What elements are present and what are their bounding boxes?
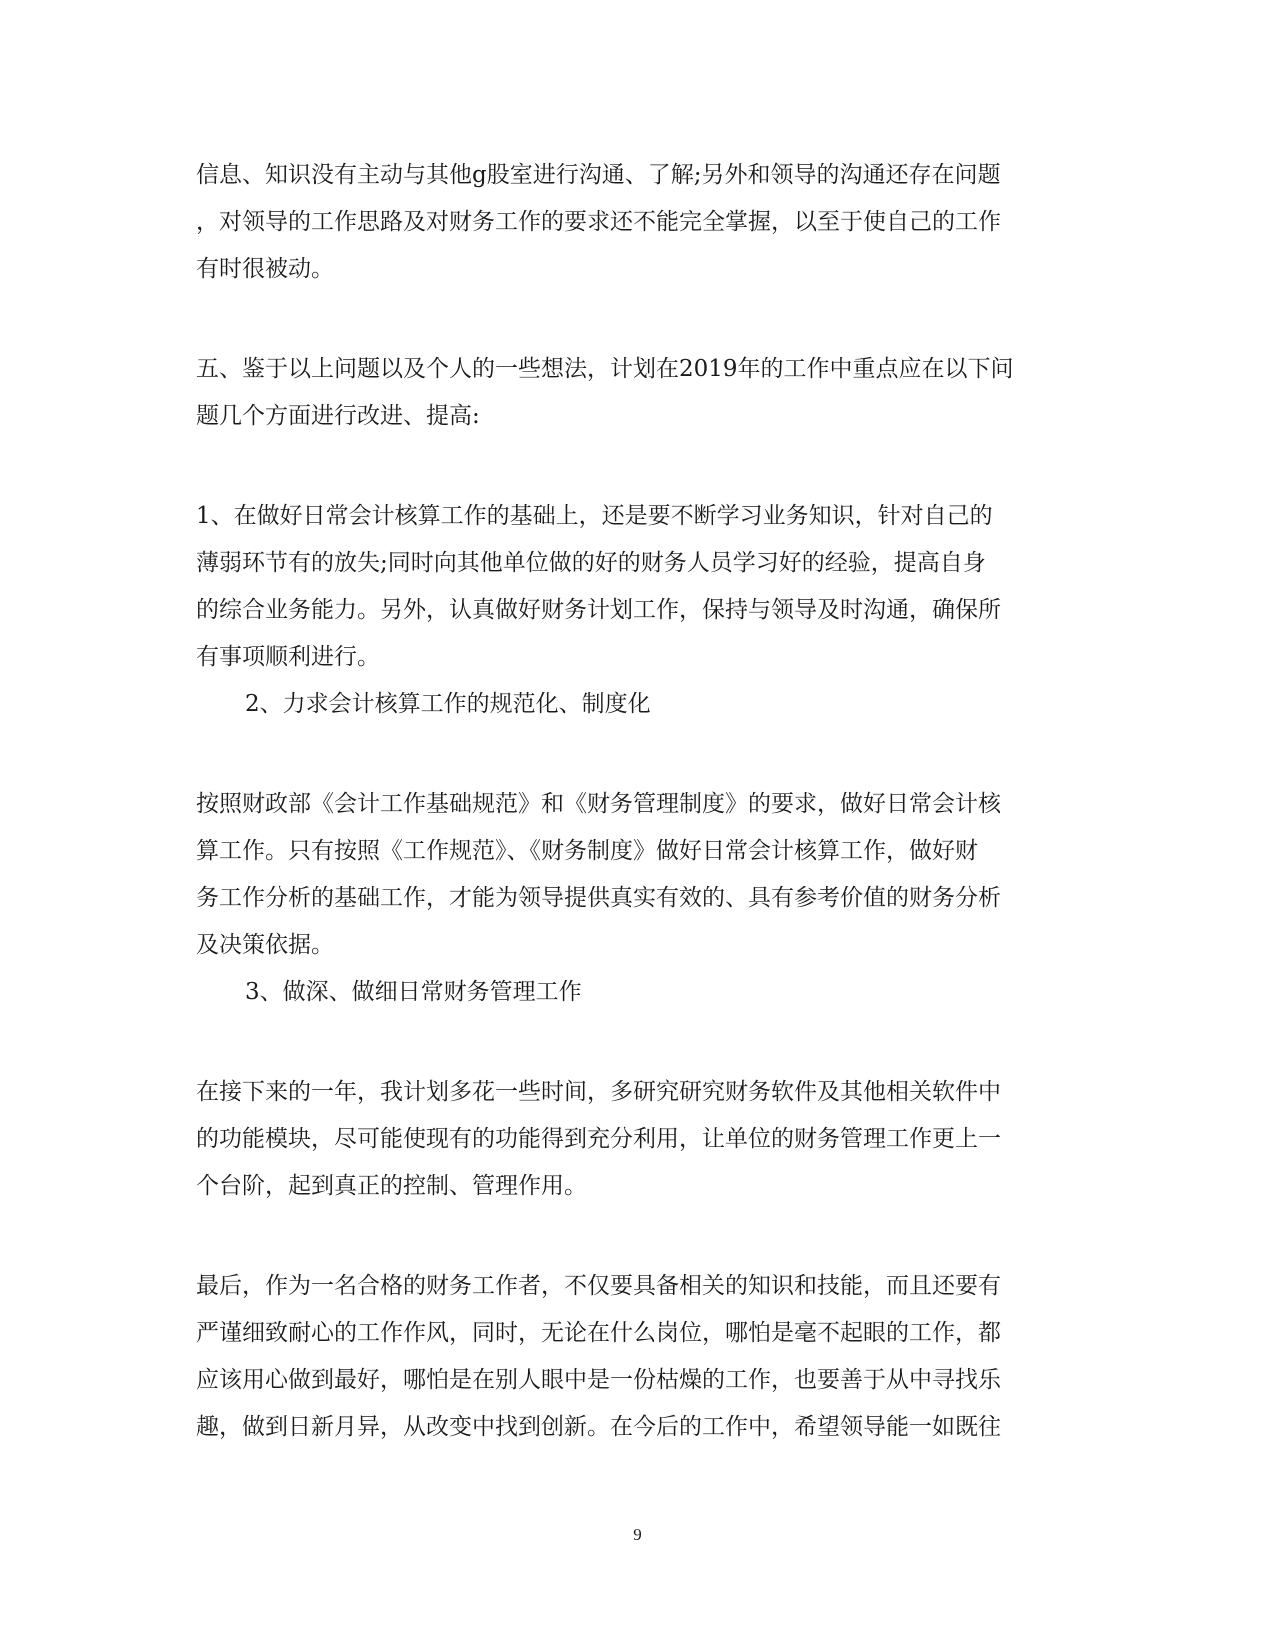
paragraph-4-line-3: 务工作分析的基础工作，才能为领导提供真实有效的、具有参考价值的财务分析	[196, 885, 1001, 911]
paragraph-1-line-1: 信息、知识没有主动与其他g股室进行沟通、了解;另外和领导的沟通还存在问题	[196, 162, 1001, 188]
paragraph-5-line-2: 的功能模块，尽可能使现有的功能得到充分利用，让单位的财务管理工作更上一	[196, 1126, 1001, 1152]
paragraph-6-line-2: 严谨细致耐心的工作作风，同时，无论在什么岗位，哪怕是毫不起眼的工作，都	[196, 1320, 1001, 1346]
paragraph-3-line-1: 1、在做好日常会计核算工作的基础上，还是要不断学习业务知识，针对自己的	[196, 503, 993, 529]
paragraph-4-line-1: 按照财政部《会计工作基础规范》和《财务管理制度》的要求，做好日常会计核	[196, 791, 1001, 817]
paragraph-5-line-1: 在接下来的一年，我计划多花一些时间，多研究研究财务软件及其他相关软件中	[196, 1079, 1001, 1105]
paragraph-4-line-2: 算工作。只有按照《工作规范》、《财务制度》做好日常会计核算工作，做好财	[196, 838, 978, 864]
paragraph-6-line-1: 最后，作为一名合格的财务工作者，不仅要具备相关的知识和技能，而且还要有	[196, 1273, 1001, 1299]
section-heading-3: 3、做深、做细日常财务管理工作	[245, 979, 582, 1005]
section-heading-2: 2、力求会计核算工作的规范化、制度化	[245, 691, 651, 717]
paragraph-2-line-1: 五、鉴于以上问题以及个人的一些想法，计划在2019年的工作中重点应在以下问	[196, 356, 1014, 382]
paragraph-1-line-3: 有时很被动。	[196, 256, 334, 282]
paragraph-4-line-4: 及决策依据。	[196, 932, 334, 958]
paragraph-6-line-3: 应该用心做到最好，哪怕是在别人眼中是一份枯燥的工作，也要善于从中寻找乐	[196, 1367, 1001, 1393]
paragraph-3-line-2: 薄弱环节有的放失;同时向其他单位做的好的财务人员学习好的经验，提高自身	[196, 550, 986, 576]
paragraph-5-line-3: 个台阶，起到真正的控制、管理作用。	[196, 1173, 587, 1199]
paragraph-6-line-4: 趣，做到日新月异，从改变中找到创新。在今后的工作中，希望领导能一如既往	[196, 1414, 1001, 1440]
paragraph-1-line-2: ，对领导的工作思路及对财务工作的要求还不能完全掌握，以至于使自己的工作	[196, 209, 1001, 235]
paragraph-3-line-4: 有事项顺利进行。	[196, 644, 380, 670]
paragraph-2-line-2: 题几个方面进行改进、提高:	[196, 403, 480, 429]
paragraph-3-line-3: 的综合业务能力。另外，认真做好财务计划工作，保持与领导及时沟通，确保所	[196, 597, 1001, 623]
page-number: 9	[633, 1525, 642, 1544]
